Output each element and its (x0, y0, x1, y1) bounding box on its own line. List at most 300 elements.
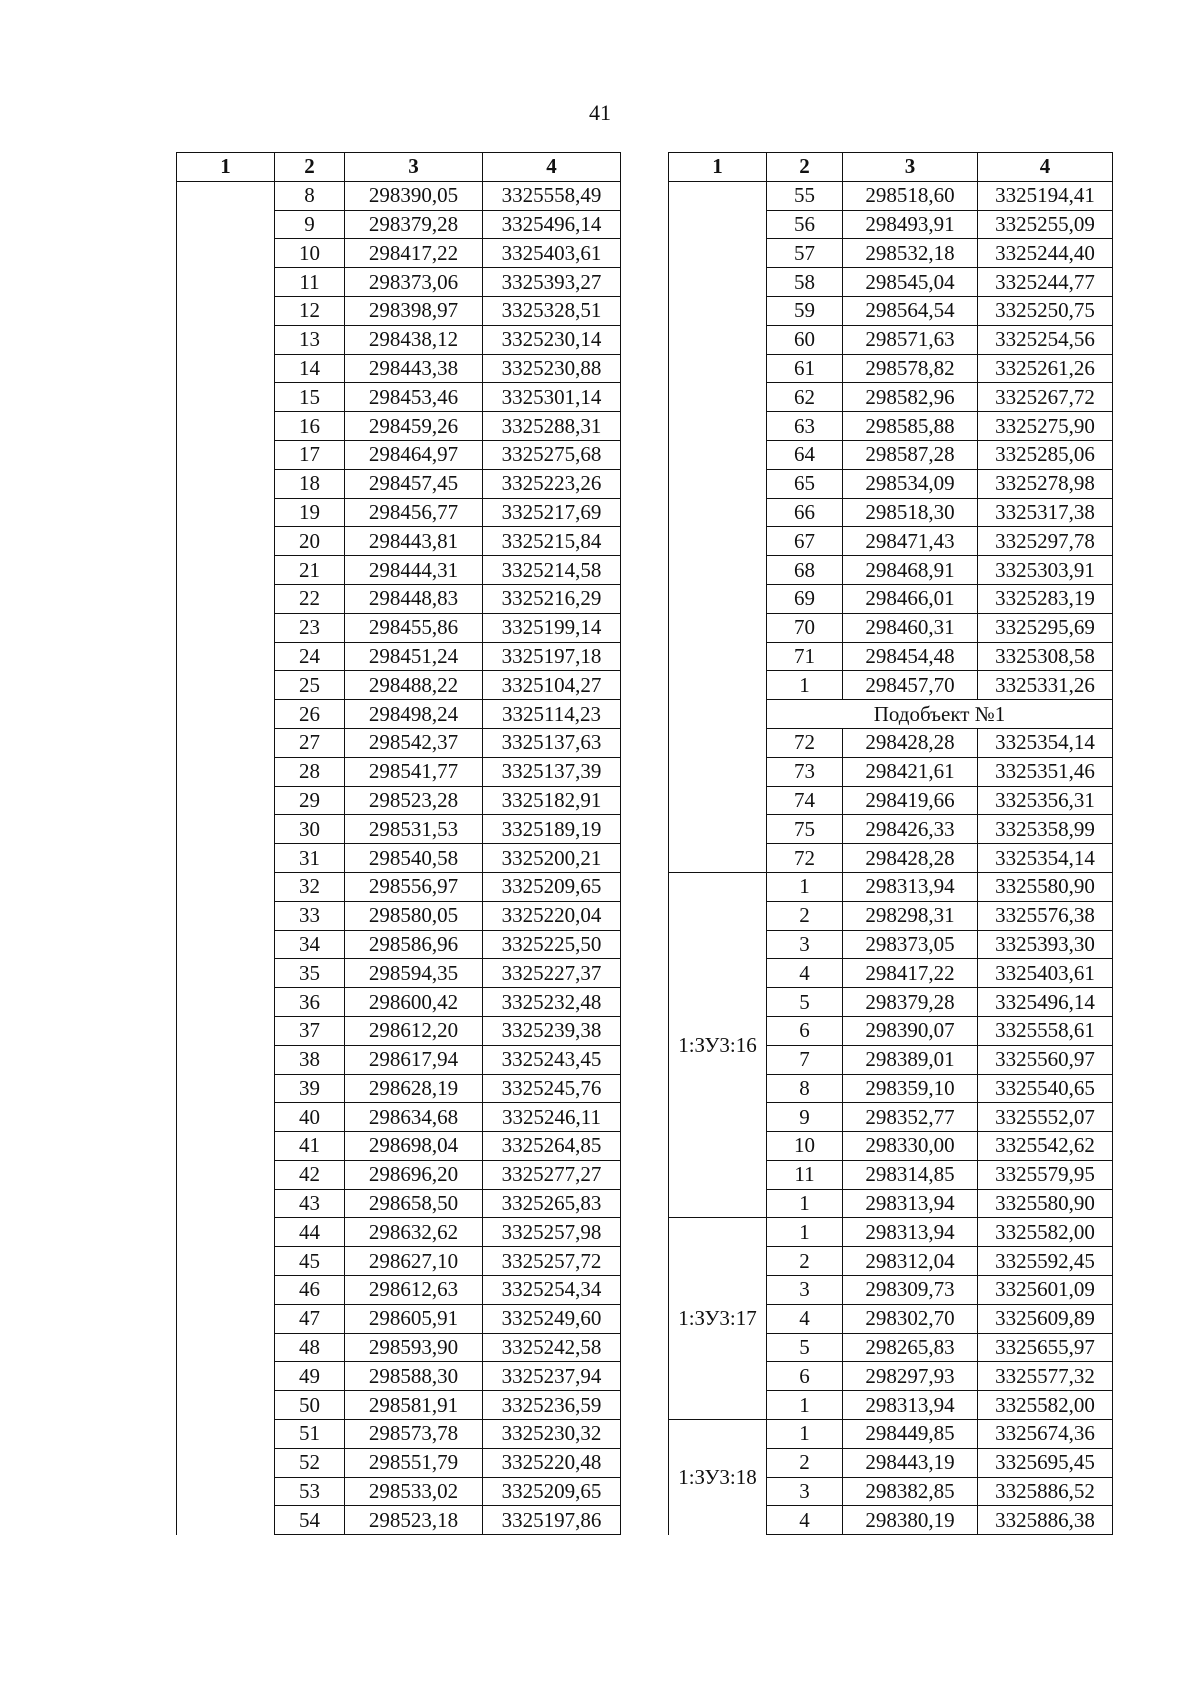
coord-y: 3325542,62 (978, 1132, 1113, 1161)
point-number: 50 (275, 1391, 345, 1420)
point-number: 18 (275, 469, 345, 498)
subobject-label: Подобъект №1 (767, 700, 1113, 729)
coord-x: 298617,94 (345, 1045, 483, 1074)
point-number: 29 (275, 786, 345, 815)
coord-y: 3325351,46 (978, 757, 1113, 786)
coord-x: 298451,24 (345, 642, 483, 671)
coord-y: 3325245,76 (483, 1074, 621, 1103)
coord-x: 298551,79 (345, 1448, 483, 1477)
coord-x: 298421,61 (843, 757, 978, 786)
point-number: 38 (275, 1045, 345, 1074)
point-number: 30 (275, 815, 345, 844)
point-number: 61 (767, 354, 843, 383)
point-number: 70 (767, 613, 843, 642)
group-label (669, 181, 767, 872)
coordinates-table-left (176, 152, 621, 1535)
point-number: 36 (275, 988, 345, 1017)
coord-x: 298379,28 (843, 988, 978, 1017)
point-number: 75 (767, 815, 843, 844)
point-number: 56 (767, 210, 843, 239)
coord-y: 3325655,97 (978, 1333, 1113, 1362)
coord-x: 298417,22 (843, 959, 978, 988)
coord-y: 3325209,65 (483, 1477, 621, 1506)
point-number: 8 (767, 1074, 843, 1103)
point-number: 1 (767, 671, 843, 700)
coord-x: 298428,28 (843, 728, 978, 757)
coord-y: 3325104,27 (483, 671, 621, 700)
point-number: 62 (767, 383, 843, 412)
coord-y: 3325393,27 (483, 268, 621, 297)
coord-y: 3325582,00 (978, 1391, 1113, 1420)
point-number: 4 (767, 1304, 843, 1333)
point-number: 66 (767, 498, 843, 527)
coord-y: 3325194,41 (978, 181, 1113, 210)
point-number: 37 (275, 1016, 345, 1045)
point-number: 12 (275, 296, 345, 325)
point-number: 27 (275, 728, 345, 757)
coord-x: 298428,28 (843, 844, 978, 873)
coord-y: 3325301,14 (483, 383, 621, 412)
coord-y: 3325244,77 (978, 268, 1113, 297)
coord-y: 3325275,68 (483, 440, 621, 469)
point-number: 15 (275, 383, 345, 412)
coord-x: 298531,53 (345, 815, 483, 844)
header-col-2: 2 (275, 153, 345, 182)
coord-y: 3325278,98 (978, 469, 1113, 498)
table-row (669, 1420, 1113, 1449)
point-number: 6 (767, 1016, 843, 1045)
point-number: 9 (275, 210, 345, 239)
point-number: 1 (767, 1420, 843, 1449)
header-col-4: 4 (483, 153, 621, 182)
page-number: 41 (589, 100, 611, 125)
coord-y: 3325114,23 (483, 700, 621, 729)
table-row (669, 1218, 1113, 1247)
coord-x: 298545,04 (843, 268, 978, 297)
coord-y: 3325137,63 (483, 728, 621, 757)
point-number: 1 (767, 872, 843, 901)
coord-x: 298556,97 (345, 872, 483, 901)
coord-x: 298453,46 (345, 383, 483, 412)
coord-x: 298658,50 (345, 1189, 483, 1218)
point-number: 43 (275, 1189, 345, 1218)
point-number: 35 (275, 959, 345, 988)
table-row (177, 181, 621, 210)
coord-y: 3325214,58 (483, 556, 621, 585)
coord-y: 3325230,88 (483, 354, 621, 383)
coord-y: 3325227,37 (483, 959, 621, 988)
coord-x: 298493,91 (843, 210, 978, 239)
point-number: 23 (275, 613, 345, 642)
coord-x: 298564,54 (843, 296, 978, 325)
coord-y: 3325216,29 (483, 584, 621, 613)
coord-y: 3325308,58 (978, 642, 1113, 671)
coord-x: 298389,01 (843, 1045, 978, 1074)
coord-x: 298457,70 (843, 671, 978, 700)
coord-x: 298605,91 (345, 1304, 483, 1333)
point-number: 58 (767, 268, 843, 297)
coord-x: 298459,26 (345, 412, 483, 441)
coord-y: 3325267,72 (978, 383, 1113, 412)
coord-x: 298540,58 (345, 844, 483, 873)
coord-y: 3325558,49 (483, 181, 621, 210)
point-number: 2 (767, 901, 843, 930)
coord-y: 3325295,69 (978, 613, 1113, 642)
point-number: 3 (767, 930, 843, 959)
coord-x: 298438,12 (345, 325, 483, 354)
coord-y: 3325189,19 (483, 815, 621, 844)
coord-x: 298444,31 (345, 556, 483, 585)
coord-x: 298696,20 (345, 1160, 483, 1189)
coord-y: 3325592,45 (978, 1247, 1113, 1276)
coord-y: 3325552,07 (978, 1103, 1113, 1132)
coord-y: 3325244,40 (978, 239, 1113, 268)
coord-y: 3325540,65 (978, 1074, 1113, 1103)
point-number: 64 (767, 440, 843, 469)
point-number: 63 (767, 412, 843, 441)
coord-x: 298312,04 (843, 1247, 978, 1276)
coord-y: 3325246,11 (483, 1103, 621, 1132)
point-number: 67 (767, 527, 843, 556)
coord-y: 3325283,19 (978, 584, 1113, 613)
coord-y: 3325886,52 (978, 1477, 1113, 1506)
coord-y: 3325220,04 (483, 901, 621, 930)
coord-x: 298309,73 (843, 1276, 978, 1305)
coord-y: 3325303,91 (978, 556, 1113, 585)
coord-x: 298417,22 (345, 239, 483, 268)
coord-y: 3325886,38 (978, 1506, 1113, 1535)
coord-x: 298426,33 (843, 815, 978, 844)
point-number: 9 (767, 1103, 843, 1132)
coordinates-table-right (668, 152, 1113, 1535)
coord-x: 298593,90 (345, 1333, 483, 1362)
coord-y: 3325317,38 (978, 498, 1113, 527)
point-number: 4 (767, 959, 843, 988)
coord-x: 298373,05 (843, 930, 978, 959)
point-number: 69 (767, 584, 843, 613)
point-number: 71 (767, 642, 843, 671)
coord-y: 3325230,32 (483, 1420, 621, 1449)
point-number: 14 (275, 354, 345, 383)
coord-y: 3325200,21 (483, 844, 621, 873)
coord-x: 298265,83 (843, 1333, 978, 1362)
coord-y: 3325579,95 (978, 1160, 1113, 1189)
coord-y: 3325225,50 (483, 930, 621, 959)
group-label (177, 181, 275, 1534)
coord-x: 298518,60 (843, 181, 978, 210)
coord-y: 3325695,45 (978, 1448, 1113, 1477)
coord-x: 298313,94 (843, 1189, 978, 1218)
point-number: 13 (275, 325, 345, 354)
coord-y: 3325254,34 (483, 1276, 621, 1305)
point-number: 1 (767, 1391, 843, 1420)
coord-y: 3325182,91 (483, 786, 621, 815)
point-number: 31 (275, 844, 345, 873)
point-number: 74 (767, 786, 843, 815)
point-number: 51 (275, 1420, 345, 1449)
coord-y: 3325255,09 (978, 210, 1113, 239)
coord-x: 298419,66 (843, 786, 978, 815)
coord-y: 3325356,31 (978, 786, 1113, 815)
coord-x: 298390,07 (843, 1016, 978, 1045)
coord-x: 298390,05 (345, 181, 483, 210)
header-col-3: 3 (345, 153, 483, 182)
header-col-1: 1 (177, 153, 275, 182)
coord-x: 298573,78 (345, 1420, 483, 1449)
coord-x: 298578,82 (843, 354, 978, 383)
header-row (177, 153, 621, 182)
coord-x: 298523,28 (345, 786, 483, 815)
coord-y: 3325209,65 (483, 872, 621, 901)
coord-y: 3325239,38 (483, 1016, 621, 1045)
point-number: 1 (767, 1218, 843, 1247)
coord-x: 298464,97 (345, 440, 483, 469)
coord-x: 298455,86 (345, 613, 483, 642)
coord-x: 298382,85 (843, 1477, 978, 1506)
coord-x: 298359,10 (843, 1074, 978, 1103)
point-number: 57 (767, 239, 843, 268)
coord-x: 298586,96 (345, 930, 483, 959)
point-number: 28 (275, 757, 345, 786)
coord-y: 3325496,14 (978, 988, 1113, 1017)
coord-x: 298581,91 (345, 1391, 483, 1420)
point-number: 52 (275, 1448, 345, 1477)
coord-x: 298398,97 (345, 296, 483, 325)
coord-y: 3325199,14 (483, 613, 621, 642)
coord-x: 298298,31 (843, 901, 978, 930)
coord-y: 3325264,85 (483, 1132, 621, 1161)
point-number: 72 (767, 728, 843, 757)
coord-x: 298498,24 (345, 700, 483, 729)
point-number: 44 (275, 1218, 345, 1247)
coord-y: 3325674,36 (978, 1420, 1113, 1449)
coord-x: 298302,70 (843, 1304, 978, 1333)
coord-y: 3325331,26 (978, 671, 1113, 700)
point-number: 24 (275, 642, 345, 671)
point-number: 53 (275, 1477, 345, 1506)
coord-y: 3325236,59 (483, 1391, 621, 1420)
coord-y: 3325328,51 (483, 296, 621, 325)
coord-x: 298297,93 (843, 1362, 978, 1391)
coord-x: 298456,77 (345, 498, 483, 527)
point-number: 48 (275, 1333, 345, 1362)
coord-x: 298627,10 (345, 1247, 483, 1276)
point-number: 34 (275, 930, 345, 959)
coord-x: 298379,28 (345, 210, 483, 239)
point-number: 42 (275, 1160, 345, 1189)
coord-x: 298449,85 (843, 1420, 978, 1449)
coord-x: 298523,18 (345, 1506, 483, 1535)
coord-y: 3325242,58 (483, 1333, 621, 1362)
coord-x: 298594,35 (345, 959, 483, 988)
point-number: 39 (275, 1074, 345, 1103)
point-number: 32 (275, 872, 345, 901)
header-col-2: 2 (767, 153, 843, 182)
coord-y: 3325582,00 (978, 1218, 1113, 1247)
coord-x: 298448,83 (345, 584, 483, 613)
point-number: 10 (767, 1132, 843, 1161)
point-number: 47 (275, 1304, 345, 1333)
coord-y: 3325403,61 (978, 959, 1113, 988)
point-number: 73 (767, 757, 843, 786)
coord-x: 298541,77 (345, 757, 483, 786)
coord-x: 298352,77 (843, 1103, 978, 1132)
point-number: 5 (767, 1333, 843, 1362)
coord-x: 298330,00 (843, 1132, 978, 1161)
point-number: 7 (767, 1045, 843, 1074)
coord-x: 298580,05 (345, 901, 483, 930)
coord-x: 298588,30 (345, 1362, 483, 1391)
coord-y: 3325560,97 (978, 1045, 1113, 1074)
coord-y: 3325358,99 (978, 815, 1113, 844)
point-number: 54 (275, 1506, 345, 1535)
coord-y: 3325215,84 (483, 527, 621, 556)
coord-x: 298612,63 (345, 1276, 483, 1305)
point-number: 49 (275, 1362, 345, 1391)
point-number: 21 (275, 556, 345, 585)
table-row (669, 181, 1113, 210)
coord-y: 3325393,30 (978, 930, 1113, 959)
coord-y: 3325354,14 (978, 728, 1113, 757)
coord-y: 3325230,14 (483, 325, 621, 354)
point-number: 55 (767, 181, 843, 210)
coord-y: 3325257,98 (483, 1218, 621, 1247)
coord-x: 298585,88 (843, 412, 978, 441)
coord-y: 3325496,14 (483, 210, 621, 239)
point-number: 22 (275, 584, 345, 613)
point-number: 40 (275, 1103, 345, 1132)
point-number: 16 (275, 412, 345, 441)
coord-y: 3325243,45 (483, 1045, 621, 1074)
point-number: 2 (767, 1448, 843, 1477)
point-number: 45 (275, 1247, 345, 1276)
coord-x: 298471,43 (843, 527, 978, 556)
coord-x: 298582,96 (843, 383, 978, 412)
coord-x: 298532,18 (843, 239, 978, 268)
coord-y: 3325580,90 (978, 1189, 1113, 1218)
coord-x: 298443,19 (843, 1448, 978, 1477)
coord-x: 298533,02 (345, 1477, 483, 1506)
coord-y: 3325197,86 (483, 1506, 621, 1535)
point-number: 3 (767, 1477, 843, 1506)
coord-y: 3325261,26 (978, 354, 1113, 383)
point-number: 2 (767, 1247, 843, 1276)
header-col-4: 4 (978, 153, 1113, 182)
coord-x: 298571,63 (843, 325, 978, 354)
header-col-1: 1 (669, 153, 767, 182)
coord-x: 298698,04 (345, 1132, 483, 1161)
coord-y: 3325265,83 (483, 1189, 621, 1218)
coord-y: 3325609,89 (978, 1304, 1113, 1333)
point-number: 26 (275, 700, 345, 729)
coord-y: 3325297,78 (978, 527, 1113, 556)
coord-x: 298534,09 (843, 469, 978, 498)
point-number: 41 (275, 1132, 345, 1161)
point-number: 20 (275, 527, 345, 556)
point-number: 46 (275, 1276, 345, 1305)
coord-x: 298518,30 (843, 498, 978, 527)
coord-y: 3325237,94 (483, 1362, 621, 1391)
coord-x: 298373,06 (345, 268, 483, 297)
group-label: 1:ЗУ3:18 (669, 1420, 767, 1535)
coord-y: 3325250,75 (978, 296, 1113, 325)
coord-y: 3325354,14 (978, 844, 1113, 873)
point-number: 33 (275, 901, 345, 930)
header-col-3: 3 (843, 153, 978, 182)
point-number: 6 (767, 1362, 843, 1391)
coord-x: 298380,19 (843, 1506, 978, 1535)
coord-x: 298634,68 (345, 1103, 483, 1132)
coord-x: 298443,81 (345, 527, 483, 556)
coord-y: 3325277,27 (483, 1160, 621, 1189)
point-number: 68 (767, 556, 843, 585)
coord-x: 298542,37 (345, 728, 483, 757)
coord-y: 3325275,90 (978, 412, 1113, 441)
coord-y: 3325254,56 (978, 325, 1113, 354)
point-number: 25 (275, 671, 345, 700)
coord-x: 298468,91 (843, 556, 978, 585)
coord-x: 298313,94 (843, 1391, 978, 1420)
header-row (669, 153, 1113, 182)
coord-y: 3325220,48 (483, 1448, 621, 1477)
coord-y: 3325403,61 (483, 239, 621, 268)
coord-x: 298313,94 (843, 1218, 978, 1247)
coord-y: 3325576,38 (978, 901, 1113, 930)
point-number: 11 (275, 268, 345, 297)
coord-y: 3325197,18 (483, 642, 621, 671)
coord-x: 298457,45 (345, 469, 483, 498)
point-number: 4 (767, 1506, 843, 1535)
coord-x: 298460,31 (843, 613, 978, 642)
coord-y: 3325558,61 (978, 1016, 1113, 1045)
point-number: 17 (275, 440, 345, 469)
coord-x: 298313,94 (843, 872, 978, 901)
coord-x: 298612,20 (345, 1016, 483, 1045)
point-number: 59 (767, 296, 843, 325)
point-number: 1 (767, 1189, 843, 1218)
table-row (669, 872, 1113, 901)
point-number: 19 (275, 498, 345, 527)
coord-y: 3325601,09 (978, 1276, 1113, 1305)
coord-y: 3325232,48 (483, 988, 621, 1017)
coord-y: 3325577,32 (978, 1362, 1113, 1391)
point-number: 72 (767, 844, 843, 873)
point-number: 10 (275, 239, 345, 268)
coord-x: 298454,48 (843, 642, 978, 671)
coord-y: 3325285,06 (978, 440, 1113, 469)
coord-y: 3325217,69 (483, 498, 621, 527)
coord-x: 298628,19 (345, 1074, 483, 1103)
coord-y: 3325249,60 (483, 1304, 621, 1333)
coord-x: 298443,38 (345, 354, 483, 383)
group-label: 1:ЗУ3:17 (669, 1218, 767, 1420)
group-label: 1:ЗУ3:16 (669, 872, 767, 1218)
point-number: 11 (767, 1160, 843, 1189)
coord-y: 3325137,39 (483, 757, 621, 786)
point-number: 8 (275, 181, 345, 210)
coord-x: 298632,62 (345, 1218, 483, 1247)
coord-x: 298587,28 (843, 440, 978, 469)
coord-x: 298314,85 (843, 1160, 978, 1189)
coord-y: 3325223,26 (483, 469, 621, 498)
point-number: 5 (767, 988, 843, 1017)
point-number: 65 (767, 469, 843, 498)
coord-x: 298600,42 (345, 988, 483, 1017)
coord-y: 3325257,72 (483, 1247, 621, 1276)
coord-y: 3325580,90 (978, 872, 1113, 901)
point-number: 3 (767, 1276, 843, 1305)
coord-x: 298466,01 (843, 584, 978, 613)
